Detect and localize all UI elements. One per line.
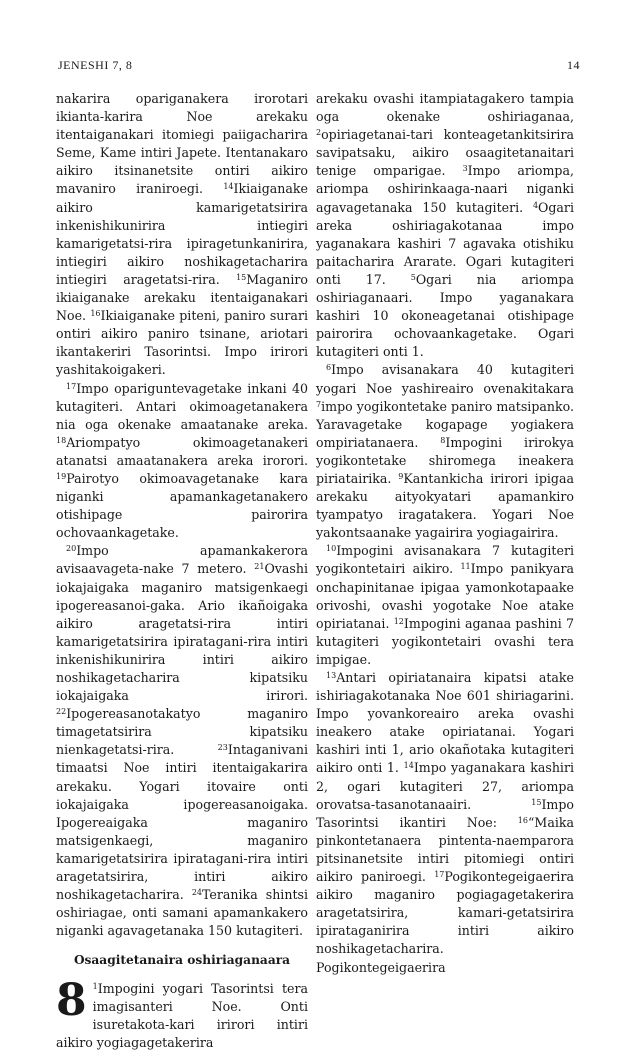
- page-number: 14: [567, 58, 580, 72]
- verse-number: 21: [254, 562, 265, 572]
- left-column: [56, 90, 308, 1052]
- verse-number: 9: [398, 471, 404, 481]
- verse-number: 20: [66, 544, 77, 554]
- verse-number: 15: [236, 272, 247, 282]
- verse-number: 5: [410, 272, 416, 282]
- chapter-opening-paragraph: 8 $^1$Impogini yogari Tasorintsi tera imagisanteri Noe. Onti isuretakota-kari irirori intiri aikiro yogiagagetakerira: [56, 974, 308, 1050]
- verse-number: 15: [531, 797, 542, 807]
- verse-number: 8: [440, 435, 446, 445]
- paragraph: $^{20}$Impo apamankakerora avisaavageta-nake 7 metero. $^{21}$Ovashi iokajaigaka maganiro matsigenkaegi ipogereasanoi-gaka. Ario ikañoigaka aikiro aragetatsi-rira intiri kamarigetatsirira ipiratagani-rira intiri inkenishikunirira intiri aikiro noshikagetacharira kipatsiku iokajaigaka irirori. $^{22}$Ipogereasanotakatyo maganiro timagetatsirira kipatsiku nienkagetatsi-rira. $^{23}$Intaganivani timaatsi Noe intiri itentaigakarira arekaku. Yogari itovaire onti iokajaigaka ipogereasanoigaka. Ipogereaigaka maganiro matsigenkaegi, maganiro kamarigetatsirira ipiratagani-rira intiri aragetatsirira, intiri aikiro noshikagetacharira. $^{24}$Teranika shintsi oshiriagae, onti samani apamankakero niganki agavagetanaka 150 kutagiteri.: [56, 543, 308, 939]
- verse-number: 1: [92, 981, 98, 991]
- paragraph: $^{10}$Impogini avisanakara 7 kutagiteri yogikontetairi aikiro. $^{11}$Impo panikyara onchapinitanae ipigaa yamonkotapaake orivoshi, ovashi yogotake Noe atake opiriatanai. $^{12}$Impogini aganaa pashini 7 kutagiteri yogikontetairi ovashi tera impigae.: [316, 543, 574, 667]
- paragraph: $^{13}$Antari opiriatanaira kipatsi atake ishiriagakotanaka Noe 601 shiriagarini. Impo yovankoreairo areka ovashi ineakero atake opiriatanai. Yogari kashiri inti 1, ario okañotaka kutagiteri aikiro onti 1. $^{14}$Impo yaganakara kashiri 2, ogari kutagiteri 27, ariompa orovatsa-tasanotanaairi. $^{15}$Impo Tasorintsi ikantiri Noe: $^{16}$“Maika pinkontetanaera pintenta-naemparora pitsinanetsite intiri pitomiegi ontiri aikiro paniroegi. $^{17}$Pogikontegeigaerira aikiro maganiro pogiagagetakerira aragetatsirira, kamari-getatsirira ipirataganirira intiri aikiro noshikagetacharira. Pogikontegeigaerira: [316, 670, 575, 975]
- verse-number: 16: [517, 815, 528, 825]
- verse-number: 22: [56, 707, 67, 717]
- verse-number: 6: [326, 363, 332, 373]
- chapter-number: 8: [56, 974, 87, 1026]
- verse-number: 11: [460, 562, 471, 572]
- verse-number: 7: [316, 399, 322, 409]
- verse-number: 2: [316, 128, 322, 138]
- verse-number: 14: [403, 761, 414, 771]
- verse-number: 17: [66, 381, 77, 391]
- verse-number: 17: [434, 870, 445, 880]
- verse-number: 10: [326, 544, 337, 554]
- section-heading: Osaagitetanaira oshiriaganaara: [73, 953, 291, 968]
- paragraph: $^{17}$Impo opariguntevagetake inkani 40 kutagiteri. Antari okimoagetanakera nia oga okenake amaatanake areka. $^{18}$Ariompatyo okimoagetanakeri atanatsi amaatanakera areka irorori. $^{19}$Pairotyo okimoavagetanake kara niganki apamankagetanakero otishipage pairorira ochovaankagetake.: [56, 380, 308, 541]
- paragraph: arekaku ovashi itampiatagakero tampia oga okenake oshiriaganaa, $^2$opiriagetanai-tari konteagetankitsirira savipatsaku, aikiro osaagitetanaitari tenige omparigae. $^3$Impo ariompa, ariompa oshirinkaaga-naari niganki agavagetanaka 150 kutagiteri. $^4$Ogari areka oshiriagakotanaa impo yaganakara kashiri 7 agavaka otishiku paitacharira Ararate. Ogari kutagiteri onti 17. $^5$Ogari nia ariompa oshiriaganaari. Impo yaganakara kashiri 10 okoneagetanai otishipage pairorira ochovaankagetake. Ogari kutagiteri onti 1.: [316, 91, 574, 360]
- running-title: JENESHI 7, 8: [58, 58, 133, 72]
- verse-number: 24: [191, 888, 203, 898]
- running-header: [58, 58, 580, 74]
- right-column: [316, 90, 574, 977]
- verse-number: 16: [90, 309, 101, 319]
- verse-number: 12: [393, 616, 404, 626]
- verse-number: 3: [462, 164, 468, 174]
- verse-number: 13: [326, 671, 337, 680]
- verse-number: 19: [56, 471, 67, 481]
- verse-number: 14: [223, 182, 234, 192]
- paragraph: nakarira opariganakera irorotari ikianta-karira Noe arekaku itentaiganakari itomiegi paiigacharira Seme, Kame intiri Japete. Itentanakaro aikiro itsinanetsite ontiri aikiro mavaniro iraniroegi. $^{14}$Ikiaiganake aikiro kamarigetatsirira inkenishikunirira intiegiri kamarigetatsi-rira ipiragetunkanirira, intiegiri aikiro noshikagetacharira intiegiri aragetatsi-rira. $^{15}$Maganiro ikiaiganake arekaku itentaiganakari Noe. $^{16}$Ikiaiganake piteni, paniro surari ontiri aikiro paniro tsinane, ariotari ikantakeriri Tasorintsi. Impo irirori yashitakoigakeri.: [56, 91, 308, 378]
- paragraph: $^6$Impo avisanakara 40 kutagiteri yogari Noe yashireairo ovenakitakara $^7$impo yogikontetake paniro matsipanko. Yaravagetake kogapage yogiakera ompiriatanaera. $^8$Impogini irirokya yogikontetake shiromega ineakera piriatairika. $^9$Kantankicha irirori ipigaa arekaku aityokyatari apamankiro tyampatyo iragatakera. Yogari Noe yakontsaanake yagairira yogiagairira.: [316, 362, 574, 541]
- verse-number: 23: [217, 743, 228, 753]
- verse-number: 18: [56, 435, 67, 445]
- verse-number: 4: [532, 200, 539, 210]
